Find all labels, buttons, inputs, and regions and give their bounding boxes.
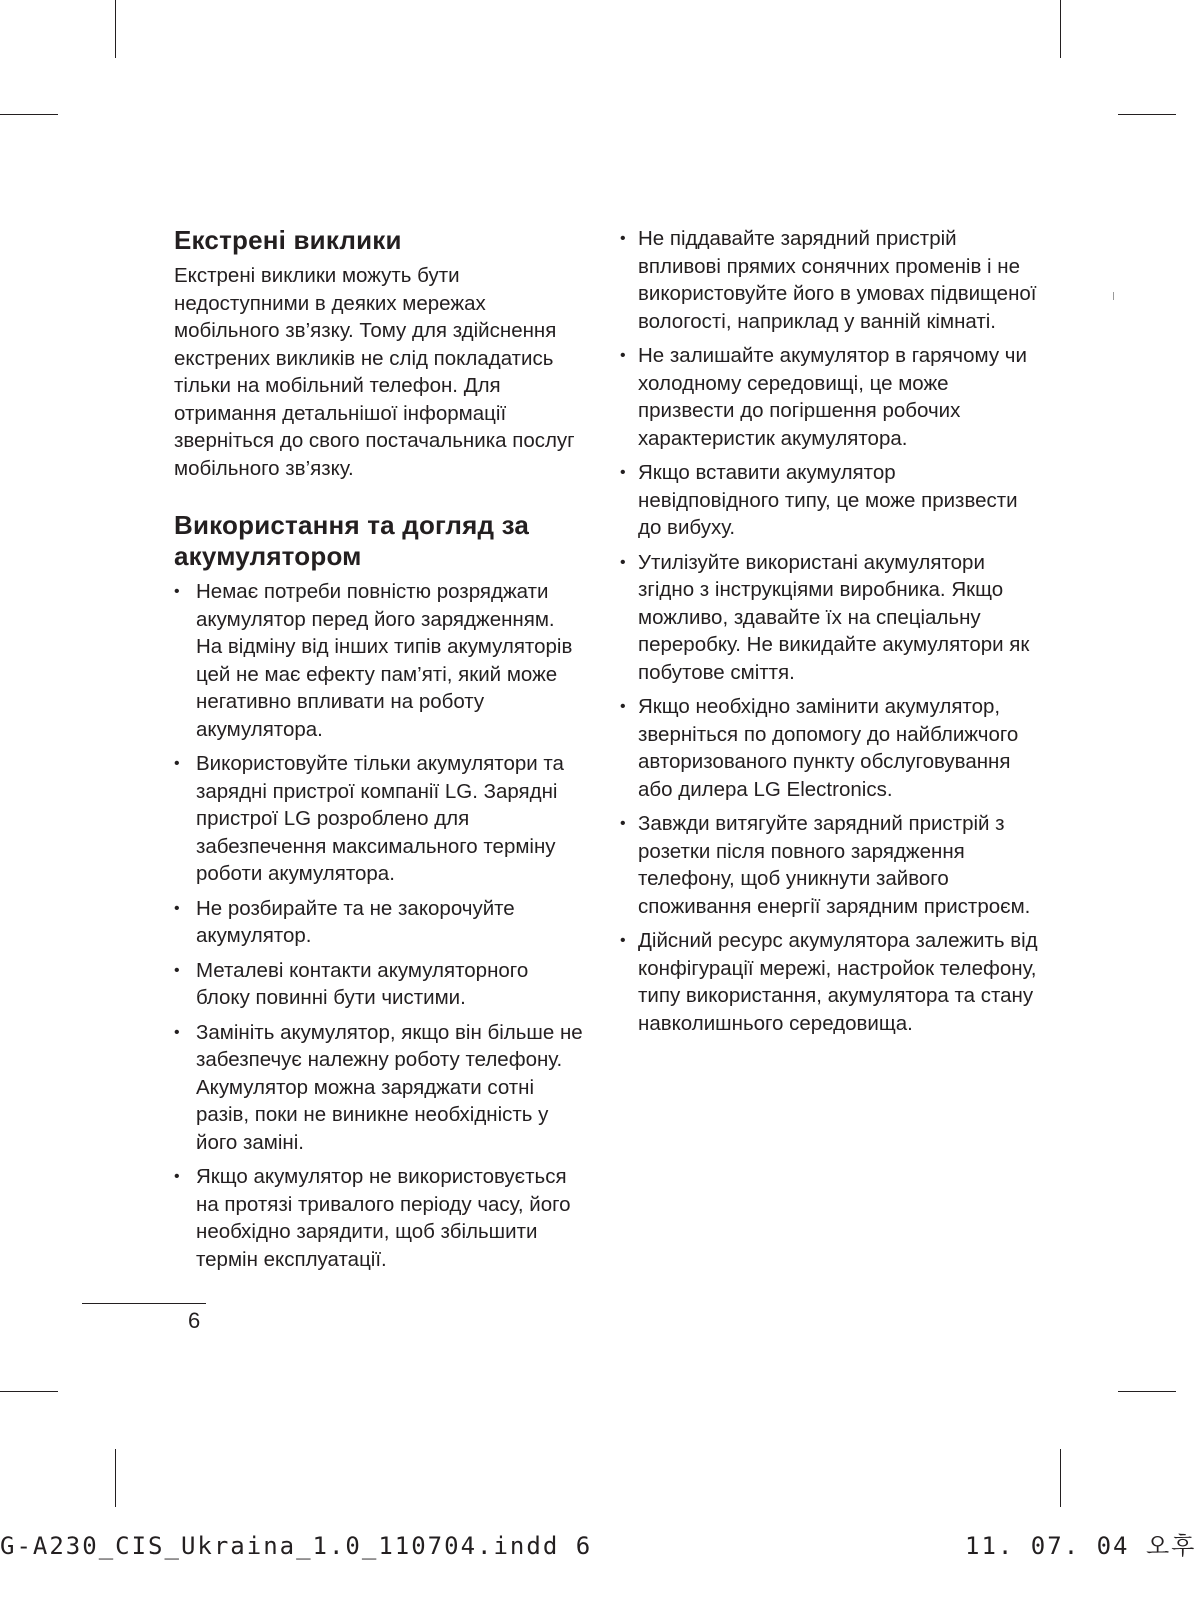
crop-mark-top-right-v [1060, 0, 1061, 58]
page-number: 6 [188, 1308, 201, 1333]
crop-mark-bottom-left-h [0, 1391, 58, 1392]
list-item-text: Не розбирайте та не закорочуйте акумулятор. [196, 896, 515, 947]
crop-mark-top-left-v [115, 0, 116, 58]
crop-mark-top-left-h [0, 114, 58, 115]
bullet: • [620, 553, 626, 571]
edge-mark [1113, 292, 1114, 300]
list-item [620, 459, 1040, 542]
list-item [620, 225, 1040, 335]
battery-list-right [620, 225, 1040, 1037]
emergency-calls-text: Екстрені виклики можуть бути недоступними в деяких мережах мобільного зв’язку. Тому для здійснення екстрених викликів не слід покладатись тільки на мобільний телефон. Для отримання детальнішої інформації зверніться до свого постачальника послуг мобільного зв’язку. [174, 264, 575, 480]
bullet: • [174, 1168, 180, 1185]
list-item [174, 1019, 584, 1157]
list-item [620, 927, 1040, 1037]
bullet: • [620, 230, 626, 247]
list-item [174, 1163, 584, 1273]
bullet: • [174, 755, 180, 772]
print-slug-filename: G-A230_CIS_Ukraina_1.0_110704.indd 6 [0, 1532, 593, 1560]
bullet: • [174, 1023, 180, 1041]
crop-mark-bottom-left-v [115, 1449, 116, 1507]
right-column [620, 225, 1040, 1044]
bullet: • [620, 347, 626, 364]
bullet: • [620, 932, 626, 949]
list-item-text: Якщо вставити акумулятор невідповідного типу, це може призвести до вибуху. [638, 461, 1018, 539]
bullet: • [174, 899, 180, 917]
list-item-text: Не залишайте акумулятор в гарячому чи холодному середовищі, це може призвести до погіршення робочих характеристик акумулятора. [638, 344, 1027, 450]
footer-rule [82, 1303, 206, 1304]
heading-battery-care: Використання та догляд за акумулятором [174, 510, 530, 571]
list-item-text: Металеві контакти акумуляторного блоку повинні бути чистими. [196, 958, 529, 1009]
list-item [174, 957, 584, 1012]
bullet: • [620, 698, 626, 715]
list-item-text: Якщо необхідно замінити акумулятор, зверніться по допомогу до найближчого авторизованого пункту обслуговування або дилера LG Electronics. [638, 695, 1019, 801]
crop-mark-bottom-right-v [1060, 1449, 1061, 1507]
list-item-text: Замініть акумулятор, якщо він більше не забезпечує належну роботу телефону. Акумулятор можна заряджати сотні разів, поки не виникне необхідність у його заміні. [196, 1020, 583, 1154]
list-item [174, 895, 584, 950]
list-item [620, 549, 1040, 687]
list-item-text: Утилізуйте використані акумулятори згідно з інструкціями виробника. Якщо можливо, здавайте їх на спеціальну переробку. Не викидайте акумулятори як побутове сміття. [638, 550, 1030, 684]
print-slug-date: 11. 07. 04 오후 [965, 1532, 1197, 1560]
bullet: • [174, 583, 180, 600]
list-item [620, 693, 1040, 803]
list-item [620, 342, 1040, 452]
left-column [174, 225, 584, 1280]
crop-mark-top-right-h [1118, 114, 1176, 115]
list-item [174, 578, 584, 743]
battery-list-left [174, 578, 584, 1273]
list-item [174, 750, 584, 888]
list-item-text: Не піддавайте зарядний пристрій впливові прямих сонячних променів і не використовуйте його в умовах підвищеної вологості, наприклад у ванній кімнаті. [638, 227, 1037, 333]
bullet: • [620, 464, 626, 481]
list-item-text: Немає потреби повністю розряджати акумулятор перед його зарядженням. На відміну від інших типів акумуляторів цей не має ефекту пам’яті, який може негативно впливати на роботу акумулятора. [196, 580, 573, 741]
list-item [620, 810, 1040, 920]
bullet: • [174, 961, 180, 979]
list-item-text: Дійсний ресурс акумулятора залежить від конфігурації мережі, настройок телефону, типу використання, акумулятора та стану навколишнього середовища. [638, 929, 1038, 1035]
list-item-text: Якщо акумулятор не використовується на протязі тривалого періоду часу, його необхідно зарядити, щоб збільшити термін експлуатації. [196, 1165, 571, 1271]
list-item-text: Завжди витягуйте зарядний пристрій з розетки після повного зарядження телефону, щоб уникнути зайвого споживання енергії зарядним пристроєм. [638, 812, 1031, 918]
crop-mark-bottom-right-h [1118, 1391, 1176, 1392]
bullet: • [620, 815, 626, 832]
heading-emergency-calls: Екстрені виклики [174, 225, 402, 255]
list-item-text: Використовуйте тільки акумулятори та зарядні пристрої компанії LG. Зарядні пристрої LG розроблено для забезпечення максимального терміну роботи акумулятора. [196, 752, 564, 885]
